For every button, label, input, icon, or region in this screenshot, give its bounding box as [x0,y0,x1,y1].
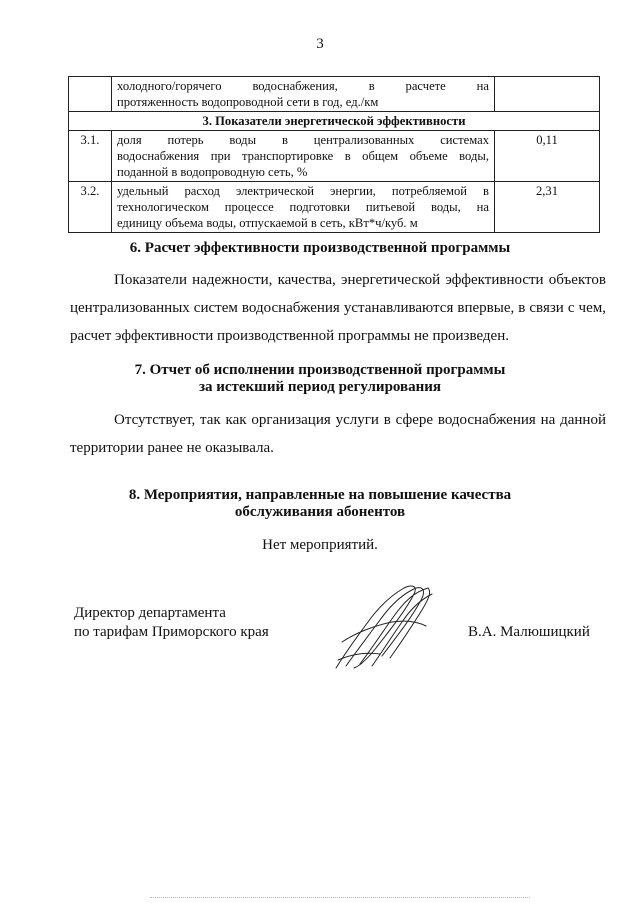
cell-line: холодного/горячего водоснабжения, в расчете на [117,79,489,93]
page-number: 3 [316,36,324,52]
signatory-position [74,604,269,642]
position-line: Директор департамента [74,605,226,621]
heading-line: за истекший период регулирования [198,379,442,395]
row-value-cell [495,77,600,112]
heading-line: 8. Мероприятия, направленные на повышение качества [128,487,512,503]
signatory-name: В.А. Малюшицкий [468,624,590,640]
page-bottom-divider [150,897,530,899]
section-6-heading: 6. Расчет эффективности производственной программы [129,240,511,256]
cell-line: единицу объема воды, отпускаемой в сеть, кВт*ч/куб. м [117,216,418,230]
section-title-cell: 3. Показатели энергетической эффективности [69,112,600,131]
cell-line: водоснабжения при транспортировке в общем объеме воды, [117,149,489,163]
row-description-cell [112,182,495,233]
section-7-paragraph [70,406,606,462]
table-row [69,182,600,233]
table-section-row [69,112,600,131]
position-line: по тарифам Приморского края [74,624,269,640]
section-7-heading [0,362,640,396]
section-6-text: Показатели надежности, качества, энергетической эффективности объектов централизованных систем водоснабжения устанавливаются впервые, в связи с чем, расчет эффективности производственной программы не произведен. [70,272,606,344]
table-row [69,77,600,112]
row-value-cell: 0,11 [495,131,600,182]
section-6-paragraph [70,266,606,350]
row-number-cell: 3.2. [69,182,112,233]
indicators-table [68,76,600,233]
section-8-heading [0,487,640,521]
section-7-text: Отсутствует, так как организация услуги в сфере водоснабжения на данной территории ранее не оказывала. [70,412,606,456]
cell-line: доля потерь воды в централизованных системах [117,133,489,147]
cell-line: технологическом процессе подготовки питьевой воды, на [117,200,489,214]
heading-line: обслуживания абонентов [234,504,406,520]
section-8-text: Нет мероприятий. [262,537,378,553]
cell-line: поданной в водопроводную сеть, % [117,165,308,179]
cell-line: протяженность водопроводной сети в год, ед./км [117,95,379,109]
row-description-cell [112,77,495,112]
heading-line: 7. Отчет об исполнении производственной программы [134,362,506,378]
row-number-cell [69,77,112,112]
handwritten-signature [332,582,436,672]
table-row [69,131,600,182]
row-number-cell: 3.1. [69,131,112,182]
row-description-cell [112,131,495,182]
cell-line: удельный расход электрической энергии, потребляемой в [117,184,489,198]
row-value-cell: 2,31 [495,182,600,233]
